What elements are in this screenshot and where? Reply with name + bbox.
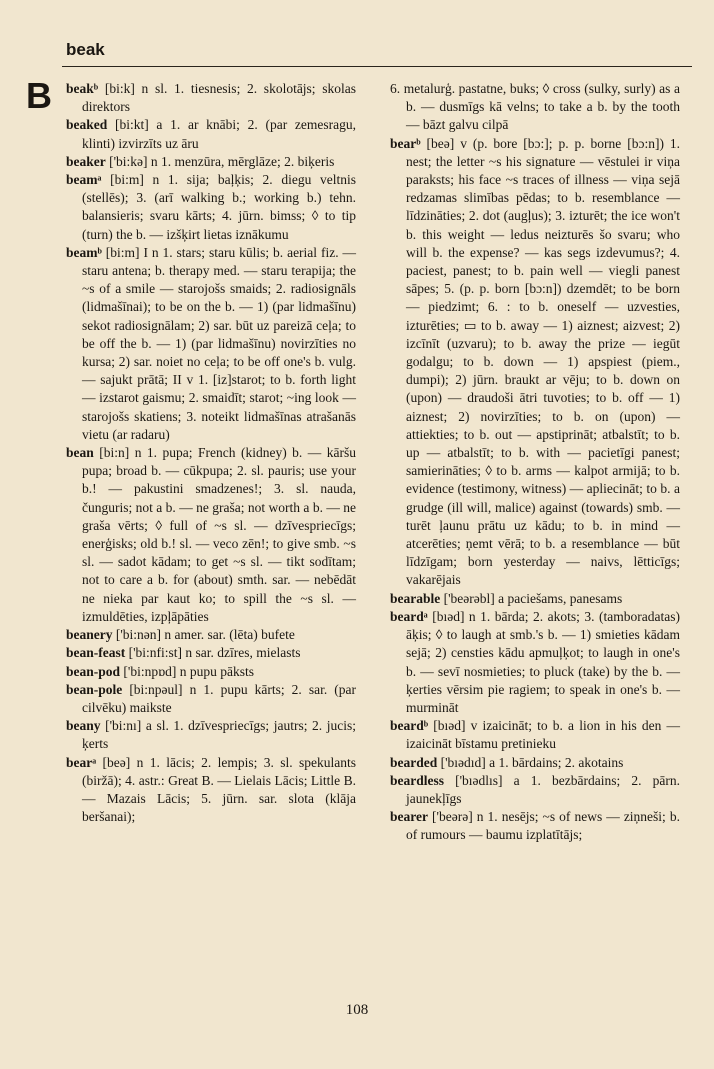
dictionary-entry: [66, 644, 356, 662]
headword: beanery: [66, 627, 113, 643]
entry-definition: [bi:m] I n 1. stars; staru kūlis; b. aerial fiz. — staru antena; b. therapy med. — staru terapija; the ~s of a smile — starojošs smaids; 2. radiosignāls (lidmašīnai); to be on the b. — 1) (par lidmašīnu) sekot radiosignālam; 2) sar. būt uz pareizā ceļa; to be off the b. — 1) (par lidmašīnu) novirzīties no kursa; 2) sar. noiet no ceļa; to be off one's b. vulg. — sajukt prātā; II v 1. [iz]starot; to b. forth light — izstarot gaismu; 2. smaidīt; starot; ~ing look — starojošs skatiens; 3. noteikt lidmašīnas atrašanās vietu (ar radaru): [82, 244, 356, 442]
entry-definition: ['beərəbl] a paciešams, panesams: [440, 590, 623, 606]
dictionary-entry: [66, 171, 356, 244]
dictionary-entry: [66, 80, 356, 116]
headword: beardᵇ: [390, 718, 429, 734]
headword: beaked: [66, 117, 108, 133]
entry-definition: ['bi:kə] n 1. menzūra, mērglāze; 2. biķeris: [105, 153, 335, 169]
entry-definition: [beə] n 1. lācis; 2. lempis; 3. sl. spekulants (biržā); 4. astr.: Great B. — Lielais Lācis; Little B. — Mazais Lācis; 5. jūrn. sar. slota (klāja beršanai);: [82, 754, 356, 825]
page-number: 108: [345, 1002, 369, 1018]
dictionary-entry: [66, 717, 356, 753]
headword: beaker: [66, 153, 106, 169]
dictionary-entry: [66, 244, 356, 444]
running-head: beak: [66, 40, 105, 59]
dictionary-entry: [390, 717, 680, 753]
headword: bearᵃ: [66, 754, 97, 770]
section-letter: B: [26, 75, 52, 116]
entry-definition: ['bi:nı] a sl. 1. dzīvespriecīgs; jautrs; 2. jucis; ķerts: [82, 718, 356, 752]
entry-definition: ['beərə] n 1. nesējs; ~s of news — ziņneši; b. of rumours — baumu izplatītājs;: [406, 809, 680, 843]
header-rule: [62, 66, 692, 67]
dictionary-entry: [390, 808, 680, 844]
entry-definition: ['bıədlıs] a 1. bezbārdains; 2. pārn. jaunekļīgs: [406, 772, 680, 806]
dictionary-entry: [66, 626, 356, 644]
dictionary-entry: [66, 116, 356, 152]
headword: beamᵃ: [66, 172, 102, 188]
entry-definition: [bi:npəul] n 1. pupu kārts; 2. sar. (par cilvēku) maikste: [82, 681, 356, 715]
headword: beardless: [390, 772, 444, 788]
headword: bean: [66, 445, 94, 461]
entry-definition: [beə] v (p. bore [bɔ:]; p. p. borne [bɔ:n]) 1. nest; the letter ~s his signature — vēstulei ir viņa paraksts; his face ~s traces of illness — viņa sejā redzamas slimības pēdas; to b. resemblance — līdzināties; 2. dot (augļus); 3. izturēt; the ice won't b. this weight — ledus neizturēs šo svaru; who will b. the expense? — kas segs izdevumus?; 4. paciest, panest; to b. pain well — viegli panest sāpes; 5. (p. p. born [bɔ:n]) dzemdēt; to be born — piedzimt; 6. : to b. oneself — uzvesties, izturēties; ▭ to b. away — 1) aiznest; aizvest; 2) izcīnīt (uzvaru); to b. away the prize — iegūt godalgu; to b. down — 1) apspiest (piem., dumpi); 2) jūrn. braukt ar vēju; to b. down on (upon) — draudoši ātri tuvoties; to b. off — 1) aiznest; 2) novirzīties; to b. on (upon) — attiekties; to b. out — apstiprināt; atbalstīt; to b. up — atbalstīt; to b. with — pacietīgi panest; samierināties; ◊ to b. arms — kalpot armijā; to b. evidence (testimony, witness) — apliecināt; to b. a grudge (ill will, malice) against (towards) smb. — turēt ļaunu prātu uz kādu; to b. in mind — atcerēties; ņemt vērā; to b. a resemblance — būt līdzīgam; born yesterday — naivs, lētticīgs; vakarējais: [406, 135, 680, 588]
dictionary-entry: [390, 135, 680, 590]
headword: beardᵃ: [390, 608, 428, 624]
entry-definition: ['bi:npɒd] n pupu pāksts: [120, 663, 255, 679]
headword: bearable: [390, 590, 441, 606]
dictionary-entry: [66, 663, 356, 681]
dictionary-entry: [390, 772, 680, 808]
dictionary-entry: [390, 754, 680, 772]
headword: bean-feast: [66, 645, 126, 661]
headword: bean-pole: [66, 681, 123, 697]
entry-definition: [bıəd] v izaicināt; to b. a lion in his den — izaicināt bīstamu pretinieku: [406, 718, 680, 752]
headword: bearer: [390, 809, 428, 825]
headword: beany: [66, 718, 101, 734]
entry-definition: ['bi:nfi:st] n sar. dzīres, mielasts: [125, 645, 301, 661]
dictionary-entry: [66, 153, 356, 171]
entry-definition: [bi:n] n 1. pupa; French (kidney) b. — kāršu pupa; broad b. — cūkpupa; 2. sl. pauris; use your b.! — pakustini smadzenes!; 3. sl. nauda, čunguris; not a b. — ne graša; not worth a b. — ne graša vērts; ◊ full of ~s sl. — dzīvespriecīgs; enerģisks; old b.! sl. — veco zēn!; to give smb. ~s sl. — sadot kādam; to get ~s sl. — tikt sodītam; not to care a b. for (about) smth. sar. — nebēdāt ne nieka par kaut ko; to spill the ~s sl. — izmuldēties, izpļāpāties: [82, 445, 356, 624]
dictionary-entry: [390, 590, 680, 608]
entry-definition: [bıəd] n 1. bārda; 2. akots; 3. (tamboradatas) āķis; ◊ to laugh at smb.'s b. — 1) smieties kādam sejā; 2) censties kādu apmuļķot; to laugh in one's b. — sevī nosmieties; to pluck (take) by the b. — ķerties vērsim pie ragiem; to speak in one's b. — murmināt: [406, 608, 680, 715]
entry-definition: ['bi:nən] n amer. sar. (lēta) bufete: [112, 627, 295, 643]
entry-definition: [bi:m] n 1. sija; baļķis; 2. diegu veltnis (stellēs); 3. (arī walking b.; working b.) tehn. balansieris; svaru kārts; 4. jūrn. bimss; ◊ to tip (turn) the b. — izšķirt lietas iznākumu: [82, 172, 356, 242]
headword: beakᵇ: [66, 81, 99, 96]
headword: bearded: [390, 754, 438, 770]
dictionary-entry: [390, 80, 680, 135]
headword: bearᵇ: [390, 135, 421, 151]
entry-definition: 6. metalurģ. pastatne, buks; ◊ cross (sulky, surly) as a b. — dusmīgs kā velns; to take a b. by the tooth — bāzt galvu cilpā: [390, 81, 680, 133]
left-column: [66, 80, 356, 826]
entry-definition: ['bıədıd] a 1. bārdains; 2. akotains: [437, 754, 624, 770]
entry-definition: [bi:k] n sl. 1. tiesnesis; 2. skolotājs; skolas direktors: [82, 81, 356, 115]
headword: beamᵇ: [66, 244, 102, 260]
dictionary-entry: [390, 608, 680, 717]
entry-definition: [bi:kt] a 1. ar knābi; 2. (par zemesragu, klinti) izvirzīts uz āru: [82, 117, 356, 151]
headword: bean-pod: [66, 663, 121, 679]
right-column: [390, 80, 680, 845]
dictionary-entry: [66, 444, 356, 626]
dictionary-entry: [66, 754, 356, 827]
dictionary-entry: [66, 681, 356, 717]
